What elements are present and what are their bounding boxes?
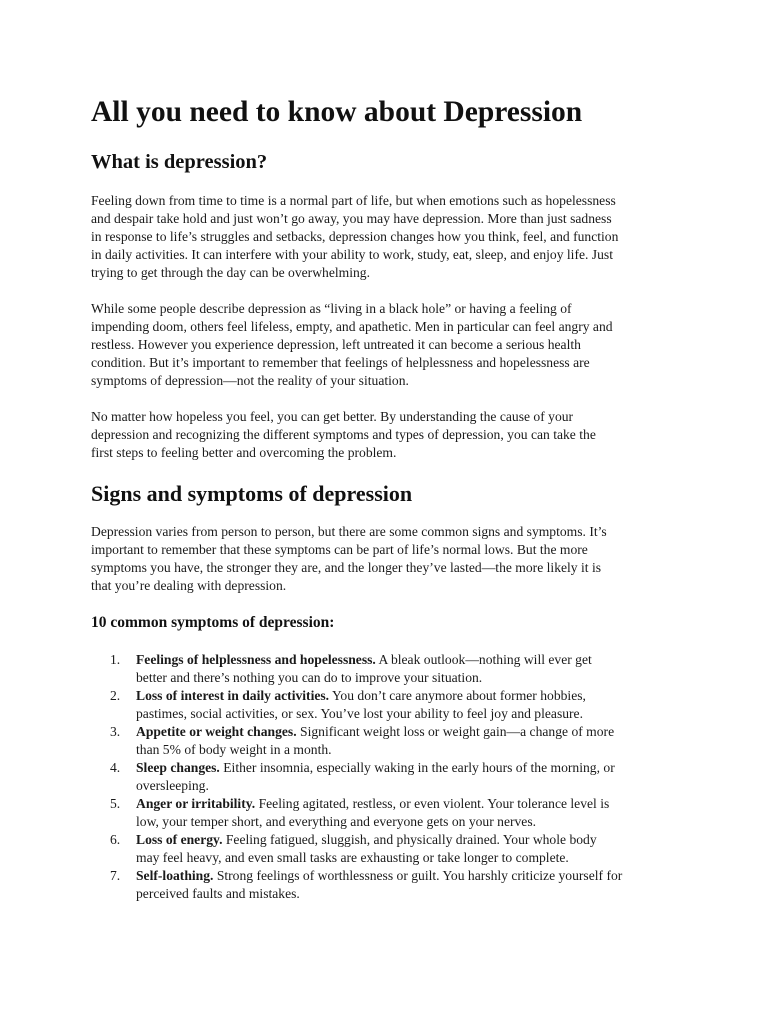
symptom-text: oversleeping. <box>136 778 209 793</box>
list-item <box>0 759 696 795</box>
symptom-text: Either insomnia, especially waking in the early hours of the morning, or <box>219 760 615 775</box>
text-line: important to remember that these symptoms can be part of life’s normal lows. But the more <box>91 542 588 557</box>
text-line: in response to life’s struggles and setbacks, depression changes how you think, feel, and function <box>91 229 619 244</box>
text-line: condition. But it’s important to remember that feelings of helplessness and hopelessness are <box>91 355 590 370</box>
symptom-list <box>0 651 696 903</box>
text-line: symptoms you have, the stronger they are, and the longer they’ve lasted—the more likely it is <box>91 560 602 575</box>
paragraph-symptoms-intro <box>91 523 691 595</box>
list-item <box>0 723 696 759</box>
list-number: 1. <box>110 652 121 667</box>
symptom-text: perceived faults and mistakes. <box>136 886 300 901</box>
text-line: Depression varies from person to person, but there are some common signs and symptoms. It’s <box>91 524 607 539</box>
symptom-title: Self-loathing. <box>136 868 214 883</box>
list-item <box>0 831 696 867</box>
symptom-text: may feel heavy, and even small tasks are exhausting or take longer to complete. <box>136 850 569 865</box>
symptom-text: Feeling agitated, restless, or even violent. Your tolerance level is <box>255 796 610 811</box>
symptom-text: A bleak outlook—nothing will ever get <box>375 652 592 667</box>
text-line: depression and recognizing the different symptoms and types of depression, you can take the <box>91 427 596 442</box>
symptom-title: Feelings of helplessness and hopelessness. <box>136 652 376 667</box>
section-heading-signs-and-symptoms: Signs and symptoms of depression <box>91 481 413 506</box>
symptom-text: low, your temper short, and everything and everyone gets on your nerves. <box>136 814 537 829</box>
subheading-common-symptoms: 10 common symptoms of depression: <box>91 614 335 631</box>
list-number: 2. <box>110 688 121 703</box>
text-line: in daily activities. It can interfere with your ability to work, study, eat, sleep, and enjoy life. Just <box>91 247 613 262</box>
list-item <box>0 867 696 903</box>
symptom-title: Loss of energy. <box>136 832 223 847</box>
list-item <box>0 687 696 723</box>
text-line: impending doom, others feel lifeless, empty, and apathetic. Men in particular can feel angry and <box>91 319 613 334</box>
symptom-text: Significant weight loss or weight gain—a change of more <box>296 724 615 739</box>
text-line: While some people describe depression as “living in a black hole” or having a feeling of <box>91 301 572 316</box>
list-number: 4. <box>110 760 121 775</box>
text-line: No matter how hopeless you feel, you can get better. By understanding the cause of your <box>91 409 574 424</box>
list-item <box>0 651 696 687</box>
list-item <box>0 795 696 831</box>
text-line: and despair take hold and just won’t go away, you may have depression. More than just sadness <box>91 211 612 226</box>
paragraph-intro <box>91 192 691 282</box>
symptom-text: than 5% of body weight in a month. <box>136 742 332 757</box>
text-line: trying to get through the day can be overwhelming. <box>91 265 370 280</box>
symptom-title: Anger or irritability. <box>136 796 256 811</box>
text-line: Feeling down from time to time is a normal part of life, but when emotions such as hopelessness <box>91 193 616 208</box>
symptom-title: Sleep changes. <box>136 760 220 775</box>
symptom-text: You don’t care anymore about former hobbies, <box>329 688 586 703</box>
symptom-text: Feeling fatigued, sluggish, and physically drained. Your whole body <box>222 832 597 847</box>
symptom-text: pastimes, social activities, or sex. You’ve lost your ability to feel joy and pleasure. <box>136 706 583 721</box>
symptom-title: Loss of interest in daily activities. <box>136 688 330 703</box>
text-line: first steps to feeling better and overcoming the problem. <box>91 445 397 460</box>
list-number: 3. <box>110 724 121 739</box>
text-line: symptoms of depression—not the reality of your situation. <box>91 373 409 388</box>
symptom-text: better and there’s nothing you can do to improve your situation. <box>136 670 483 685</box>
paragraph-get-better <box>91 408 691 462</box>
section-heading-what-is-depression: What is depression? <box>91 151 268 173</box>
document-title: All you need to know about Depression <box>91 96 583 128</box>
list-number: 5. <box>110 796 121 811</box>
list-number: 6. <box>110 832 121 847</box>
text-line: that you’re dealing with depression. <box>91 578 287 593</box>
symptom-text: Strong feelings of worthlessness or guilt. You harshly criticize yourself for <box>213 868 623 883</box>
symptom-title: Appetite or weight changes. <box>136 724 297 739</box>
paragraph-experience <box>91 300 691 390</box>
list-number: 7. <box>110 868 121 883</box>
text-line: restless. However you experience depression, left untreated it can become a serious health <box>91 337 581 352</box>
